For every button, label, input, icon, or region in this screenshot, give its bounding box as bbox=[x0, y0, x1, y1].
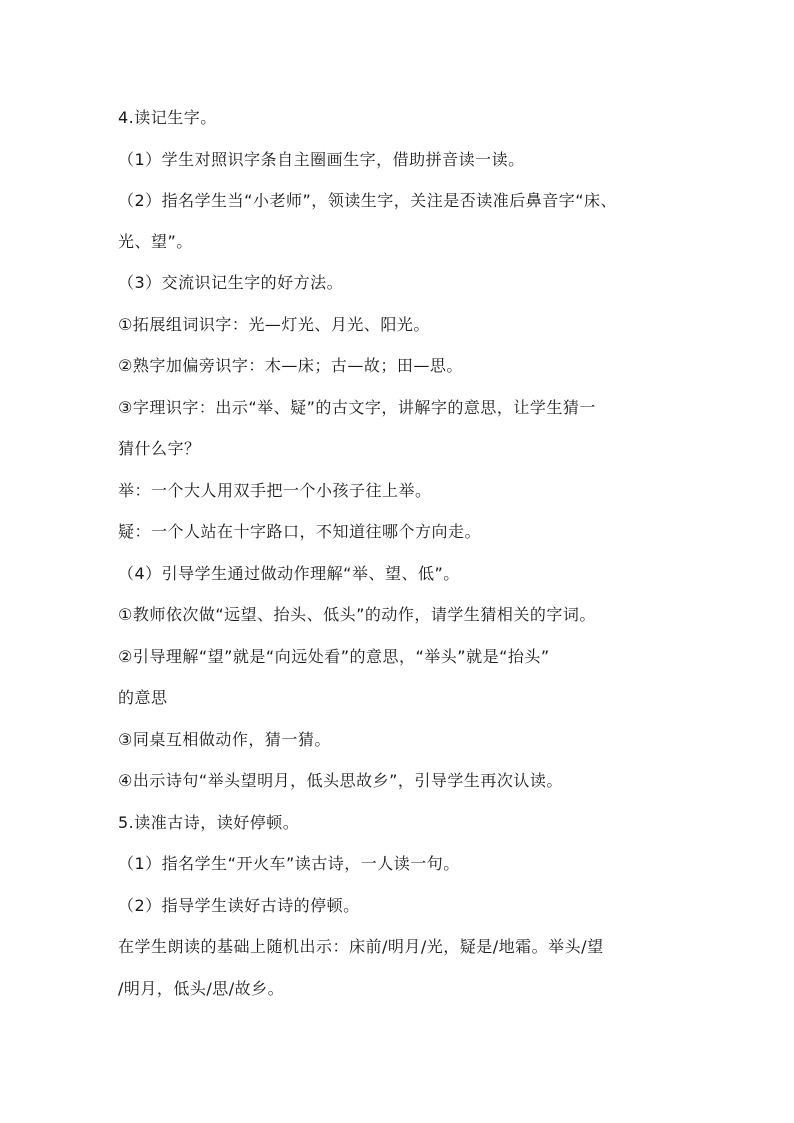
step-2-text: （2）指名学生当“小老师”，领读生字，关注是否读准后鼻音字“床、 bbox=[118, 191, 618, 210]
heading-read-poem: 5.读准古诗，读好停顿。 bbox=[118, 813, 300, 832]
step-2-text-cont: 光、望”。 bbox=[118, 232, 193, 251]
step-3-text: （3）交流识记生字的好方法。 bbox=[118, 273, 344, 292]
step-4-text: （4）引导学生通过做动作理解“举、望、低”。 bbox=[118, 564, 460, 583]
step-1-text: （1）学生对照识字条自主圈画生字，借助拼音读一读。 bbox=[118, 150, 525, 169]
action-2-text: ②引导理解“望”就是“向远处看”的意思，“举头”就是“抬头” bbox=[118, 647, 550, 666]
method-3-text: ③字理识字：出示“举、疑”的古文字，讲解字的意思，让学生猜一 bbox=[118, 398, 596, 417]
method-2-text: ②熟字加偏旁识字：木—床；古—故；田—思。 bbox=[118, 356, 463, 375]
explain-yi-text: 疑：一个人站在十字路口，不知道往哪个方向走。 bbox=[118, 522, 482, 541]
method-1-text: ①拓展组词识字：光—灯光、月光、阳光。 bbox=[118, 315, 430, 334]
explain-ju-text: 举：一个大人用双手把一个小孩子往上举。 bbox=[118, 481, 432, 500]
poem-step-1-text: （1）指名学生“开火车”读古诗，一人读一句。 bbox=[118, 854, 460, 873]
poem-step-2-text: （2）指导学生读好古诗的停顿。 bbox=[118, 896, 360, 915]
action-4-text: ④出示诗句“举头望明月，低头思故乡”，引导学生再次认读。 bbox=[118, 771, 563, 790]
action-3-text: ③同桌互相做动作，猜一猜。 bbox=[118, 730, 331, 749]
action-1-text: ①教师依次做“远望、抬头、低头”的动作，请学生猜相关的字词。 bbox=[118, 605, 596, 624]
heading-read-characters: 4.读记生字。 bbox=[118, 108, 217, 127]
action-2-text-cont: 的意思 bbox=[118, 688, 168, 707]
pause-example-text: 在学生朗读的基础上随机出示：床前/明月/光，疑是/地霜。举头/望 bbox=[118, 937, 604, 956]
pause-example-text-cont: /明月，低头/思/故乡。 bbox=[118, 979, 285, 998]
method-3-text-cont: 猜什么字？ bbox=[118, 439, 201, 458]
